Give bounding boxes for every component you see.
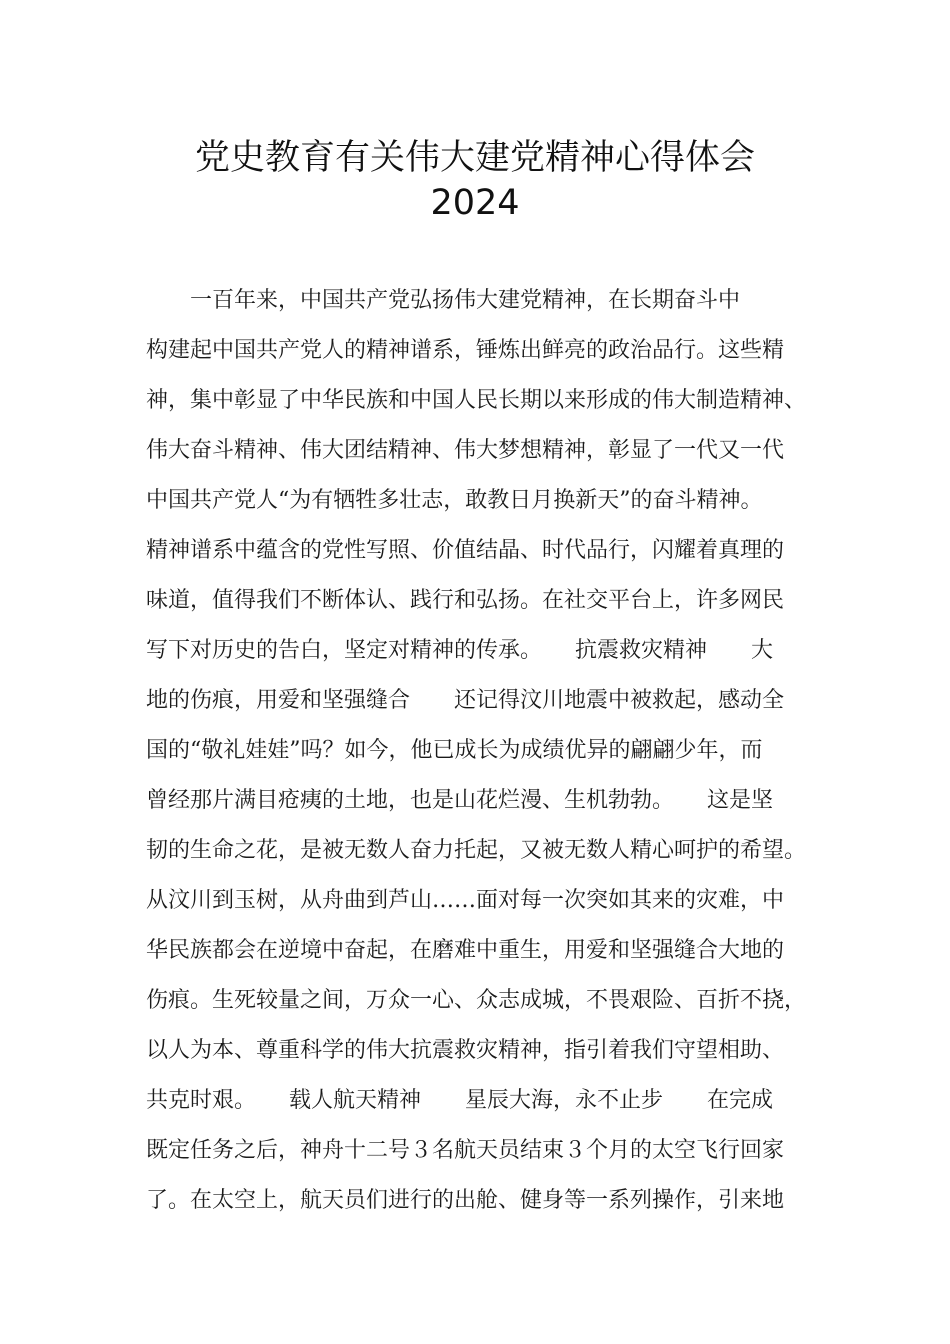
body-line: 中国共产党人“为有牺牲多壮志，敢教日月换新天”的奋斗精神。: [146, 488, 763, 513]
document-title-year: 2024: [430, 183, 520, 223]
body-line: 神，集中彰显了中华民族和中国人民长期以来形成的伟大制造精神、: [146, 388, 807, 413]
body-line: 国的“敬礼娃娃”吗？如今，他已成长为成绩优异的翩翩少年，而: [146, 738, 763, 763]
body-line: 伤痕。生死较量之间，万众一心、众志成城，不畏艰险、百折不挠，: [146, 988, 807, 1013]
body-line: 精神谱系中蕴含的党性写照、价值结晶、时代品行，闪耀着真理的: [146, 538, 785, 563]
body-line: 味道，值得我们不断体认、践行和弘扬。在社交平台上，许多网民: [146, 588, 785, 613]
body-line: 既定任务之后，神舟十二号３名航天员结束３个月的太空飞行回家: [146, 1138, 785, 1163]
body-line: 华民族都会在逆境中奋起，在磨难中重生，用爱和坚强缝合大地的: [146, 938, 785, 963]
body-line: 曾经那片满目疮痍的土地，也是山花烂漫、生机勃勃。 这是坚: [146, 788, 774, 813]
document-title: 党史教育有关伟大建党精神心得体会: [194, 138, 755, 178]
body-line: 构建起中国共产党人的精神谱系，锤炼出鲜亮的政治品行。这些精: [146, 338, 785, 363]
body-line: 写下对历史的告白，坚定对精神的传承。 抗震救灾精神 大: [146, 638, 774, 663]
body-line: 了。在太空上，航天员们进行的出舱、健身等一系列操作，引来地: [146, 1188, 785, 1213]
body-line: 伟大奋斗精神、伟大团结精神、伟大梦想精神，彰显了一代又一代: [146, 438, 785, 463]
body-line: 韧的生命之花，是被无数人奋力托起，又被无数人精心呵护的希望。: [146, 838, 807, 863]
body-line: 共克时艰。 载人航天精神 星辰大海，永不止步 在完成: [146, 1088, 774, 1113]
body-line: 以人为本、尊重科学的伟大抗震救灾精神，指引着我们守望相助、: [146, 1038, 785, 1063]
body-line: 地的伤痕，用爱和坚强缝合 还记得汶川地震中被救起，感动全: [146, 688, 785, 713]
body-line: 一百年来，中国共产党弘扬伟大建党精神，在长期奋斗中: [146, 288, 741, 313]
body-line: 从汶川到玉树，从舟曲到芦山……面对每一次突如其来的灾难，中: [146, 888, 785, 913]
